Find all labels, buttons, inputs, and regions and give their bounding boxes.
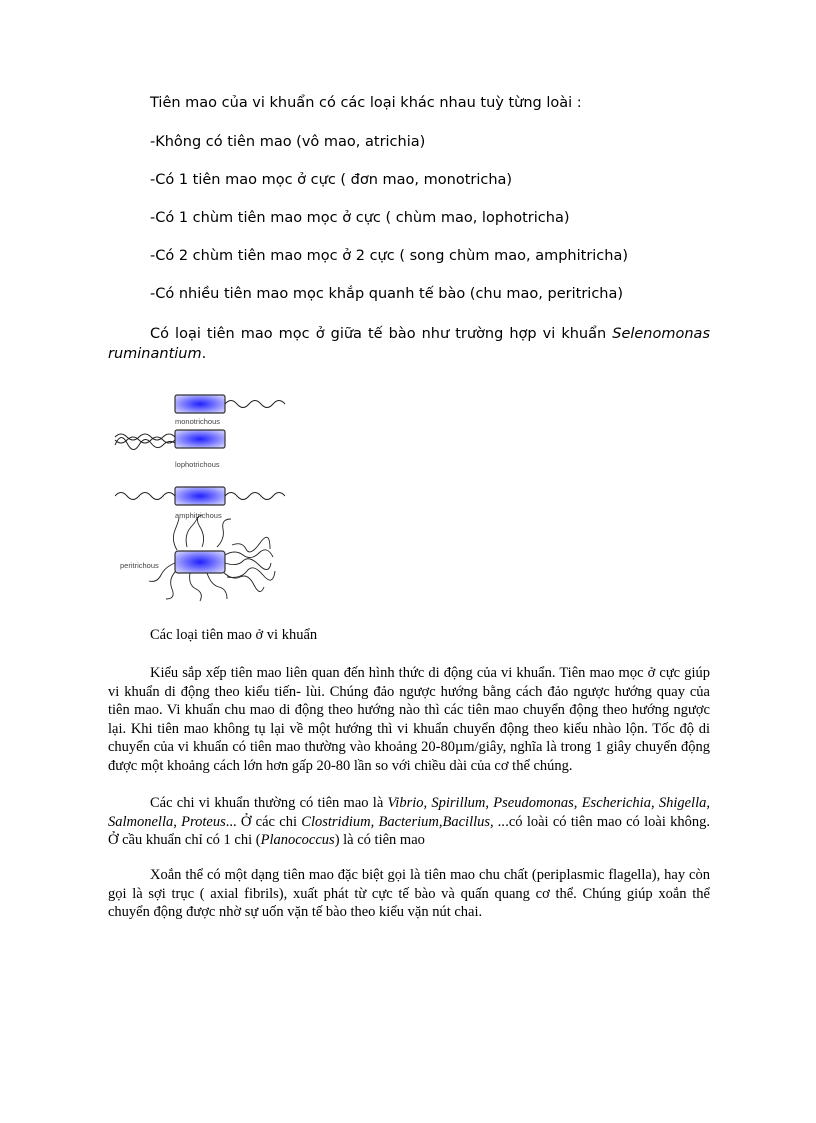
genera-text-e: .có loài có tiên mao có loài không. Ở cầu khuẩn chỉ có 1 chi (: [108, 813, 711, 848]
amphitrichous-label: amphitrichous: [175, 511, 222, 520]
paragraph-spirochete-text: Xoắn thể có một dạng tiên mao đặc biệt gọi là tiên mao chu chất (periplasmic flagella), hay còn gọi là sợi trục ( axial fibrils), xuất phát từ cực tế bào và quấn quang cơ thể. Chúng giúp xoắn thể chuyển động được nhờ sự uốn vặn tế bào theo kiểu vặn nút chai.: [108, 867, 710, 920]
genera-list-italic-2: Clostridium, Bacterium,Bacillus, ..: [301, 813, 506, 830]
genera-list-italic: Vibrio, Spirillum, Pseudomonas, Escherichia, Shigella, Salmonella, Proteus: [108, 795, 710, 830]
list-item: -Có 1 chùm tiên mao mọc ở cực ( chùm mao, lophotricha): [150, 210, 570, 226]
sentence-end: .: [201, 346, 207, 362]
genera-text-g: ) là có tiên mao: [334, 832, 425, 848]
list-item: -Có 2 chùm tiên mao mọc ở 2 cực ( song chùm mao, amphitricha): [150, 248, 629, 264]
genera-text-a: Các chi vi khuẩn thường có tiên mao là: [150, 795, 388, 811]
intro-text: Tiên mao của vi khuẩn có các loại khác nhau tuỳ từng loài :: [150, 95, 582, 111]
paragraph-genera: [108, 794, 710, 850]
paragraph-spirochete: [108, 866, 710, 922]
selenomonas-text: Có loại tiên mao mọc ở giữa tế bào như trường hợp vi khuẩn: [150, 326, 607, 342]
genera-text-c: ... Ở các chi: [225, 813, 302, 830]
flagella-diagram: [112, 385, 292, 610]
peritrichous-cell-icon: [149, 515, 275, 601]
paragraph-motility-text: Kiểu sắp xếp tiên mao liên quan đến hình thức di động của vi khuẩn. Tiên mao mọc ở cực giúp vi khuẩn di động theo kiểu tiến- lùi. Chúng đảo ngược hướng bằng cách đảo ngược hướng quay của tiên mao. Vi khuẩn chu mao di động theo hướng nào thì các tiên mao chuyển động theo hướng ngược lại. Khi tiên mao không tụ lại về một hướng thì vi khuẩn chuyển động theo kiểu nhào lộn. Tốc độ di chuyển của vi khuẩn có tiên mao thường vào khoảng 20-80µm/giây, nghĩa là trong 1 giây chuyển động được một khoảng cách lớn hơn gấp 20-80 lần so với chiều dài của cơ thể chúng.: [108, 665, 710, 774]
selenomonas-paragraph: [108, 324, 710, 364]
peritrichous-label: peritrichous: [120, 561, 159, 570]
list-item: -Không có tiên mao (vô mao, atrichia): [150, 134, 426, 150]
planococcus-italic: Planococcus: [260, 832, 335, 848]
amphitrichous-cell-icon: [115, 487, 285, 505]
species-name: Selenomonas ruminantium: [108, 326, 710, 362]
lophotrichous-cell-icon: [115, 430, 225, 450]
paragraph-motility: [108, 664, 710, 775]
list-item: -Có 1 tiên mao mọc ở cực ( đơn mao, monotricha): [150, 172, 513, 188]
figure-caption: Các loại tiên mao ở vi khuẩn: [150, 627, 318, 643]
lophotrichous-label: lophotrichous: [175, 460, 220, 469]
monotrichous-cell-icon: [175, 395, 285, 413]
monotrichous-label: monotrichous: [175, 417, 221, 426]
list-item: -Có nhiều tiên mao mọc khắp quanh tế bào (chu mao, peritricha): [150, 286, 624, 302]
